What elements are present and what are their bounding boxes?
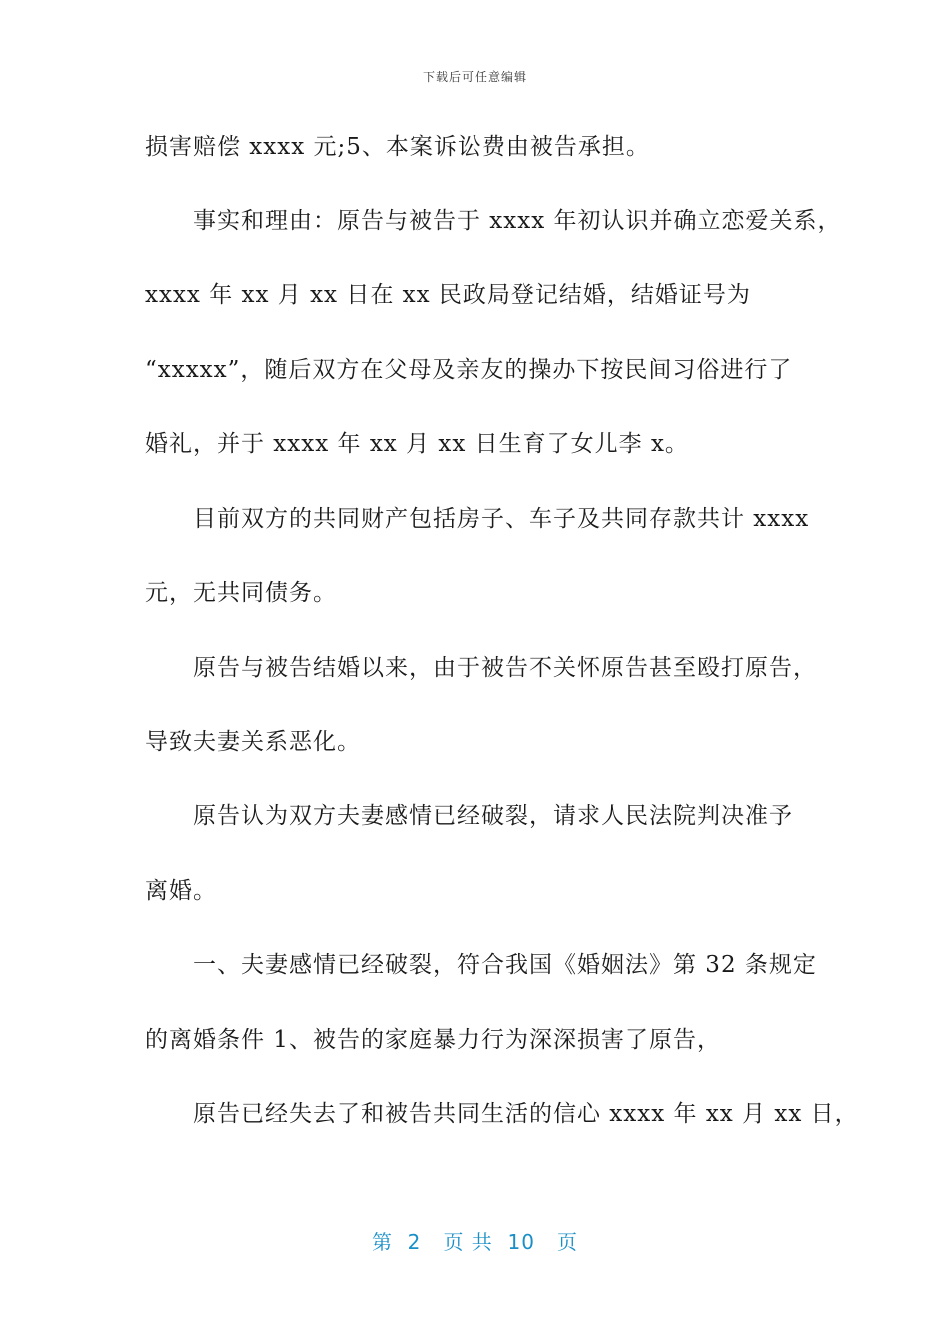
body-line: 离婚。 [145,878,217,904]
page-number-footer: 第 2 页 共 10 页 [371,1230,579,1254]
body-line: 事实和理由：原告与被告于 xxxx 年初认识并确立恋爱关系， [193,208,842,234]
body-line: xxxx 年 xx 月 xx 日在 xx 民政局登记结婚，结婚证号为 [145,282,751,308]
body-line: 原告与被告结婚以来，由于被告不关怀原告甚至殴打原告， [193,655,817,681]
body-line: 原告已经失去了和被告共同生活的信心 xxxx 年 xx 月 xx 日， [193,1101,859,1127]
body-line: 原告认为双方夫妻感情已经破裂，请求人民法院判决准予 [193,803,793,829]
body-line: 损害赔偿 xxxx 元;5、本案诉讼费由被告承担。 [145,134,650,160]
body-line: “xxxxx”，随后双方在父母及亲友的操办下按民间习俗进行了 [145,357,793,383]
body-line: 的离婚条件 1、被告的家庭暴力行为深深损害了原告， [145,1027,721,1053]
body-line: 目前双方的共同财产包括房子、车子及共同存款共计 xxxx [193,506,810,532]
body-line: 婚礼，并于 xxxx 年 xx 月 xx 日生育了女儿李 x。 [145,431,689,457]
body-line: 元，无共同债务。 [145,580,337,606]
body-line: 导致夫妻关系恶化。 [145,729,361,755]
page-header: 下载后可任意编辑 [422,70,527,84]
body-line: 一、夫妻感情已经破裂，符合我国《婚姻法》第 32 条规定 [193,952,817,978]
